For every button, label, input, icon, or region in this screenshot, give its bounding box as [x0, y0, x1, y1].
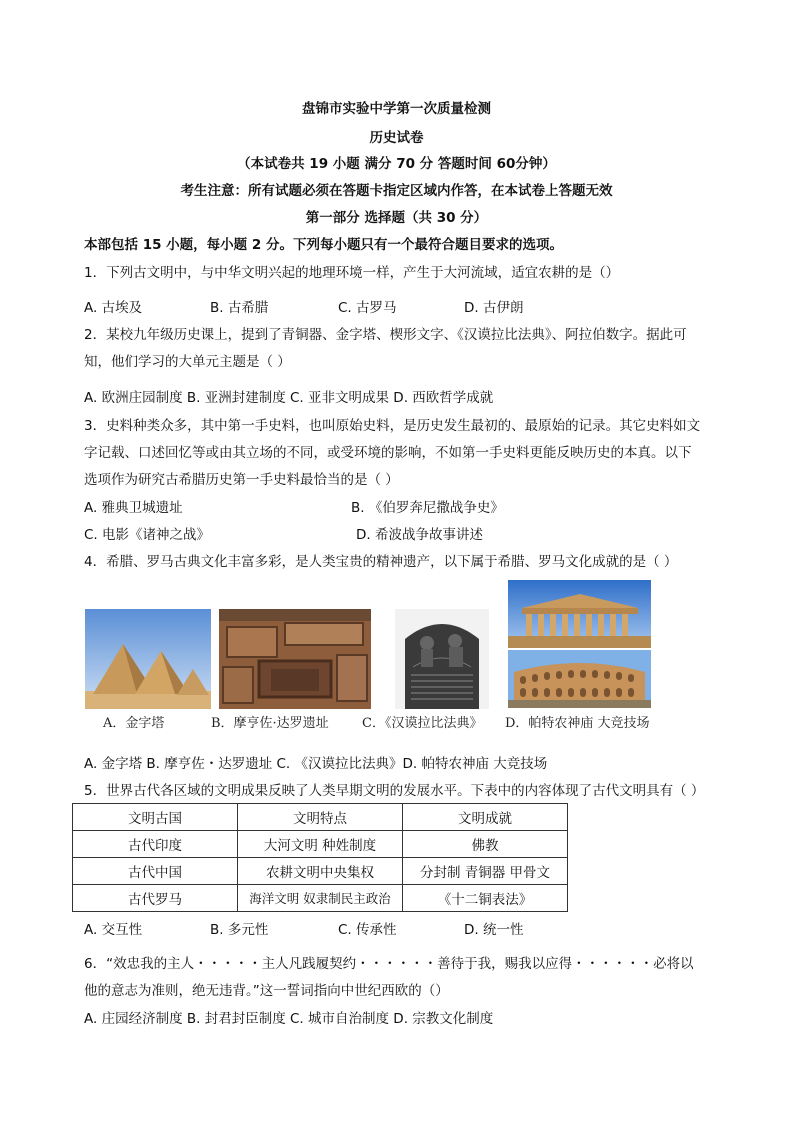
- q5-stem: 5．世界古代各区域的文明成果反映了人类早期文明的发展水平。下表中的内容体现了古代文明具有（ ）: [84, 783, 705, 799]
- q1-option-a: A. 古埃及: [84, 300, 143, 316]
- mohenjo-daro-photo: [219, 609, 371, 709]
- table-cell: 古代中国: [73, 858, 238, 885]
- q1-stem: 1．下列古文明中，与中华文明兴起的地理环境一样，产生于大河流域，适宜农耕的是（）: [84, 265, 620, 281]
- q6-stem-line1: 6．“效忠我的主人・・・・・主人凡践履契约・・・・・・善待于我，赐我以应得・・・・・・必将以: [84, 956, 694, 972]
- table-cell: 佛教: [403, 831, 568, 858]
- q6-options: A. 庄园经济制度 B. 封君封臣制度 C. 城市自治制度 D. 宗教文化制度: [84, 1011, 494, 1027]
- table-cell: 农耕文明中央集权: [238, 858, 403, 885]
- part-title: 第一部分 选择题（共 30 分）: [305, 210, 488, 226]
- pyramid-photo: [85, 609, 211, 709]
- table-row: [73, 858, 568, 885]
- q5-option-c: C. 传承性: [338, 922, 397, 938]
- q1-option-c: C. 古罗马: [338, 300, 397, 316]
- q6-stem-line2: 他的意志为准则，绝无违背。”这一誓词指向中世纪西欧的（）: [84, 983, 449, 999]
- caption-parthenon-colosseum: D．帕特农神庙 大竞技场: [505, 716, 650, 731]
- q3-stem-line1: 3．史料种类众多，其中第一手史料，也叫原始史料，是历史发生最初的、最原始的记录。其它史料如文: [84, 418, 701, 434]
- table-row: [73, 885, 568, 912]
- q5-option-b: B. 多元性: [210, 922, 269, 938]
- q5-option-d: D. 统一性: [464, 922, 524, 938]
- table-cell: 大河文明 种姓制度: [238, 831, 403, 858]
- table-header-cell: 文明特点: [238, 804, 403, 831]
- table-header-cell: 文明成就: [403, 804, 568, 831]
- q3-option-b: B. 《伯罗奔尼撒战争史》: [351, 500, 504, 516]
- q5-option-a: A. 交互性: [84, 922, 143, 938]
- school-title: 盘锦市实验中学第一次质量检测: [302, 101, 491, 117]
- q3-option-a: A. 雅典卫城遗址: [84, 500, 183, 516]
- q1-option-b: B. 古希腊: [210, 300, 269, 316]
- caption-mohenjo-daro: B．摩亨佐·达罗遗址: [211, 716, 329, 731]
- q4-stem: 4．希腊、罗马古典文化丰富多彩，是人类宝贵的精神遗产，以下属于希腊、罗马文化成就的是（ ）: [84, 554, 678, 570]
- table-cell: 《十二铜表法》: [403, 885, 568, 912]
- q3-option-c: C. 电影《诸神之战》: [84, 527, 211, 543]
- q3-stem-line2: 字记载、口述回忆等或由其立场的不同，或受环境的影响，不如第一手史料更能反映历史的本真。以下: [84, 445, 692, 461]
- q1-option-d: D. 古伊朗: [464, 300, 524, 316]
- q2-stem-line2: 知，他们学习的大单元主题是（ ）: [84, 354, 291, 370]
- table-header-row: [73, 804, 568, 831]
- q2-stem-line1: 2．某校九年级历史课上，提到了青铜器、金字塔、楔形文字、《汉谟拉比法典》、阿拉伯数字。据此可: [84, 327, 687, 343]
- colosseum-photo: [508, 650, 651, 708]
- parthenon-photo: [508, 580, 651, 648]
- part-instructions: 本部包括 15 小题，每小题 2 分。下列每小题只有一个最符合题目要求的选项。: [84, 237, 563, 253]
- table-header-cell: 文明古国: [73, 804, 238, 831]
- hammurabi-stele-photo: [395, 609, 489, 709]
- exam-info: （本试卷共 19 小题 满分 70 分 答题时间 60分钟）: [237, 156, 556, 172]
- caption-pyramid: A．金字塔: [103, 716, 165, 731]
- caption-hammurabi: C．《汉谟拉比法典》: [362, 716, 483, 731]
- q2-options: A. 欧洲庄园制度 B. 亚洲封建制度 C. 亚非文明成果 D. 西欧哲学成就: [84, 390, 494, 406]
- q4-options: A. 金字塔 B. 摩亨佐・达罗遗址 C. 《汉谟拉比法典》D. 帕特农神庙 大竞技场: [84, 756, 548, 772]
- subject-title: 历史试卷: [369, 130, 424, 146]
- table-cell: 分封制 青铜器 甲骨文: [403, 858, 568, 885]
- q3-option-d: D. 希波战争故事讲述: [356, 527, 483, 543]
- q3-stem-line3: 选项作为研究古希腊历史第一手史料最恰当的是（ ）: [84, 472, 399, 488]
- table-cell: 古代罗马: [73, 885, 238, 912]
- table-cell: 古代印度: [73, 831, 238, 858]
- table-cell: 海洋文明 奴隶制民主政治: [238, 885, 403, 912]
- civilization-table: [72, 803, 568, 912]
- exam-notice: 考生注意：所有试题必须在答题卡指定区域内作答，在本试卷上答题无效: [180, 183, 613, 199]
- table-row: [73, 831, 568, 858]
